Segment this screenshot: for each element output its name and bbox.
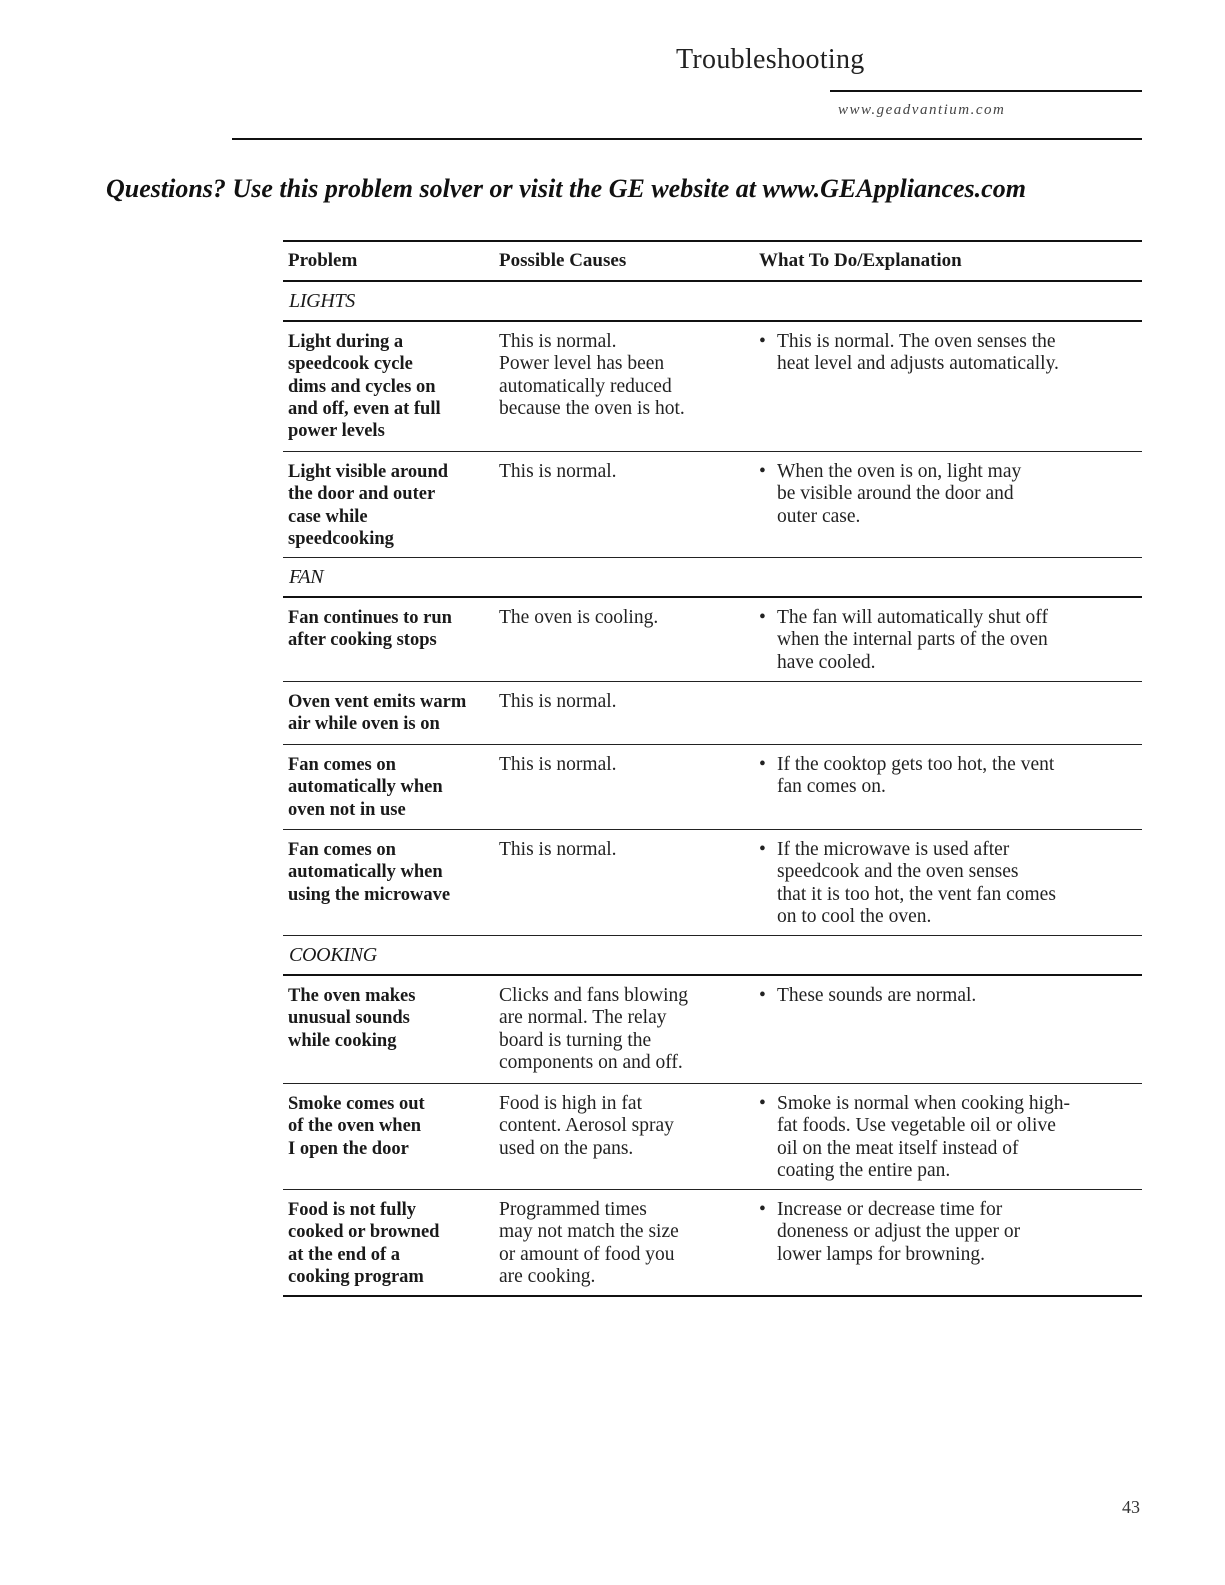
solution-cell: • These sounds are normal.: [759, 985, 1142, 1083]
problem-cell: Fan comes on automatically when oven not in use: [288, 755, 443, 820]
cause-cell: This is normal. Power level has been automatically reduced because the oven is hot.: [499, 331, 685, 419]
cause-cell: Food is high in fat content. Aerosol spray used on the pans.: [499, 1093, 674, 1159]
problem-cell: Smoke comes out of the oven when I open the door: [288, 1094, 425, 1159]
bullet-icon: •: [759, 985, 766, 1006]
bullet-icon: •: [759, 1093, 766, 1114]
bullet-icon: •: [759, 1199, 766, 1220]
bullet-icon: •: [759, 754, 766, 775]
bullet-icon: •: [759, 461, 766, 482]
table-row: [283, 322, 1142, 452]
solution-cell: • The fan will automatically shut off when the internal parts of the oven have cooled.: [759, 607, 1142, 681]
section-heading-fan: FAN: [283, 558, 1142, 598]
problem-cell: Light during a speedcook cycle dims and cycles on and off, even at full power levels: [288, 332, 441, 442]
header-divider: [232, 138, 1142, 140]
table-row: [283, 598, 1142, 682]
section-heading-cooking: COOKING: [283, 936, 1142, 976]
table-row: [283, 452, 1142, 558]
table-row: [283, 682, 1142, 745]
problem-cell: Oven vent emits warm air while oven is on: [288, 692, 467, 735]
help-banner: Questions? Use this problem solver or visit the GE website at www.GEAppliances.com: [106, 174, 1026, 203]
problem-cell: Food is not fully cooked or browned at the end of a cooking program: [288, 1200, 440, 1287]
cause-cell: This is normal.: [499, 754, 617, 775]
cause-cell: Programmed times may not match the size or amount of food you are cooking.: [499, 1199, 679, 1287]
cause-cell: Clicks and fans blowing are normal. The relay board is turning the components on and off.: [499, 985, 689, 1073]
header-rule: [830, 90, 1142, 92]
column-header-solution: What To Do/Explanation: [759, 250, 962, 271]
cause-cell: The oven is cooling.: [499, 607, 659, 628]
solution-cell: • When the oven is on, light may be visible around the door and outer case.: [759, 461, 1142, 557]
problem-cell: Fan comes on automatically when using the microwave: [288, 840, 451, 905]
section-heading-lights: LIGHTS: [283, 282, 1142, 322]
problem-cell: The oven makes unusual sounds while cooking: [288, 986, 416, 1051]
problem-cell: Light visible around the door and outer case while speedcooking: [288, 462, 449, 549]
table-row: [283, 830, 1142, 936]
website-url: www.geadvantium.com: [838, 102, 1006, 118]
page-number: 43: [1122, 1497, 1140, 1517]
solution-cell: • This is normal. The oven senses the heat level and adjusts automatically.: [759, 331, 1142, 451]
column-header-causes: Possible Causes: [499, 250, 627, 271]
page-title: Troubleshooting: [676, 44, 865, 75]
bullet-icon: •: [759, 331, 766, 352]
troubleshooting-table: [283, 240, 1142, 1297]
table-header: [283, 242, 1142, 282]
problem-cell: Fan continues to run after cooking stops: [288, 608, 452, 651]
table-row: [283, 1084, 1142, 1190]
solution-cell: • Increase or decrease time for doneness or adjust the upper or lower lamps for browning.: [759, 1199, 1142, 1295]
table-row: [283, 745, 1142, 830]
solution-cell: [759, 691, 1142, 744]
solution-cell: • If the microwave is used after speedcook and the oven senses that it is too hot, the vent fan comes on to cool the oven.: [759, 839, 1142, 935]
cause-cell: This is normal.: [499, 839, 617, 860]
column-header-problem: Problem: [288, 250, 358, 271]
table-row: [283, 976, 1142, 1084]
cause-cell: This is normal.: [499, 461, 617, 482]
solution-cell: • If the cooktop gets too hot, the vent fan comes on.: [759, 754, 1142, 829]
solution-cell: • Smoke is normal when cooking high- fat foods. Use vegetable oil or olive oil on the meat itself instead of coating the entire pan.: [759, 1093, 1142, 1189]
table-row: [283, 1190, 1142, 1297]
bullet-icon: •: [759, 607, 766, 628]
cause-cell: This is normal.: [499, 691, 617, 712]
bullet-icon: •: [759, 839, 766, 860]
